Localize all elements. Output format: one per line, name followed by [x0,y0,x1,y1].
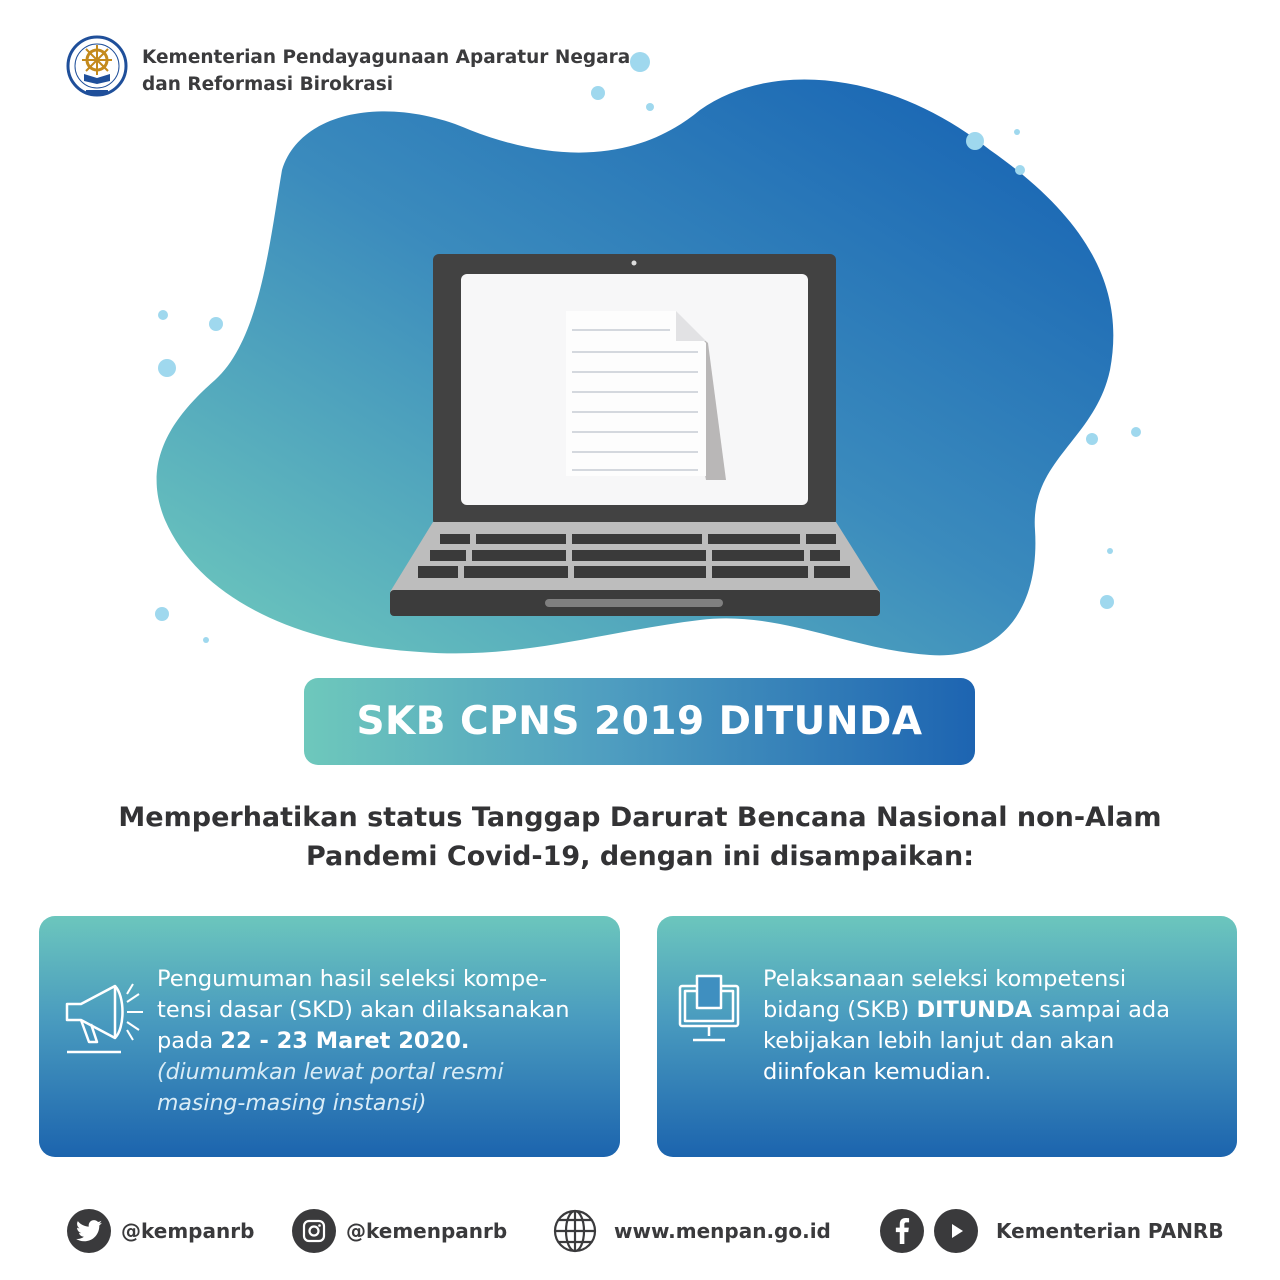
card-skd-text [157,964,607,1119]
footer-facebook-youtube[interactable] [880,1208,1224,1254]
footer-website[interactable] [552,1208,831,1254]
intro-line2: Pandemi Covid-19, dengan ini disampaikan: [305,841,975,872]
ministry-name-line2: dan Reformasi Birokrasi [142,74,394,95]
facebook-youtube-name: Kementerian PANRB [996,1219,1224,1243]
info-card-skd [39,916,620,1157]
footer-twitter[interactable] [67,1208,254,1254]
card-skd-line3-prefix: pada [157,1028,221,1054]
footer-instagram[interactable] [292,1208,507,1254]
card-skb-text [763,964,1223,1088]
card-skb-ditunda: DITUNDA [916,997,1033,1023]
intro-line1: Memperhatikan status Tanggap Darurat Bencana Nasional non-Alam [118,802,1162,833]
twitter-handle: @kempanrb [121,1219,255,1243]
card-skd-line3 [157,1026,607,1057]
card-skb-line2-prefix: bidang (SKB) [763,997,917,1023]
intro-text [60,798,1220,876]
card-skd-note1: (diumumkan lewat portal resmi [157,1060,504,1085]
instagram-icon [292,1209,336,1253]
instagram-handle: @kemenpanrb [346,1219,508,1243]
facebook-icon [880,1209,924,1253]
ministry-name-line1: Kementerian Pendayagunaan Aparatur Negara [142,47,631,68]
globe-icon [552,1208,598,1254]
card-skb-line4: diinfokan kemudian. [763,1059,992,1085]
card-skb-line2-suffix: sampai ada [1032,997,1170,1023]
megaphone-icon [63,972,153,1056]
card-skb-line1: Pelaksanaan seleksi kompetensi [763,966,1127,992]
monitor-document-icon [677,974,741,1046]
info-card-skb [657,916,1237,1157]
card-skb-line2 [763,995,1223,1026]
card-skd-date: 22 - 23 Maret 2020. [220,1028,470,1054]
twitter-icon [67,1209,111,1253]
card-skd-line1: Pengumuman hasil seleksi kompe- [157,966,548,992]
website-link: www.menpan.go.id [614,1219,831,1243]
page-title: SKB CPNS 2019 DITUNDA [356,699,923,744]
title-banner [304,678,975,765]
card-skd-note2: masing-masing instansi) [157,1091,427,1116]
card-skd-line2: tensi dasar (SKD) akan dilaksanakan [157,997,570,1023]
laptop-illustration [390,254,880,616]
card-skb-line3: kebijakan lebih lanjut dan akan [763,1028,1115,1054]
youtube-icon [934,1209,978,1253]
